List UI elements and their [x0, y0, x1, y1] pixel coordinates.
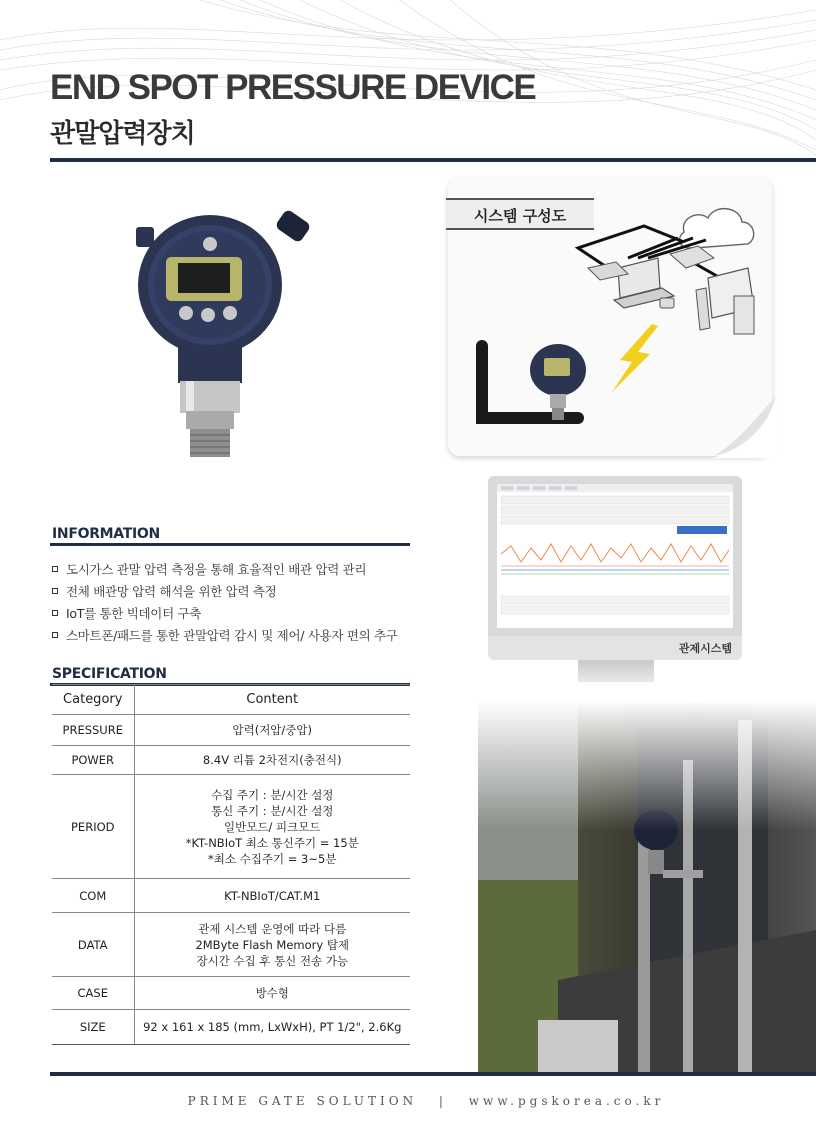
- monitor-caption: 관제시스템: [678, 642, 732, 655]
- spec-category: COM: [52, 879, 134, 913]
- system-diagram-title: 시스템 구성도: [473, 207, 567, 225]
- information-heading: INFORMATION: [52, 526, 160, 542]
- cloud-icon: [680, 209, 754, 248]
- footer: [0, 1094, 816, 1108]
- square-bullet-icon: [52, 588, 58, 594]
- spec-content: 압력(저압/중압): [134, 715, 410, 746]
- spec-category: SIZE: [52, 1010, 134, 1045]
- spec-category: PRESSURE: [52, 715, 134, 746]
- footer-website[interactable]: www.pgskorea.co.kr: [468, 1094, 665, 1108]
- spec-content: 8.4V 리튬 2차전지(충전식): [134, 746, 410, 775]
- spec-category: DATA: [52, 913, 134, 977]
- column-header-content: Content: [134, 685, 410, 715]
- spec-content: 관제 시스템 운영에 따라 다름 2MByte Flash Memory 탑제 장시간 수집 후 통신 전송 가능: [134, 913, 410, 977]
- footer-divider: [50, 1072, 816, 1076]
- page-title-korean: 관말압력장치: [50, 119, 195, 149]
- information-divider: [50, 543, 410, 546]
- list-item: 전체 배관망 압력 해석을 위한 압력 측정: [52, 580, 398, 602]
- list-item: 도시가스 관말 압력 측정을 통해 효율적인 배관 압력 관리: [52, 558, 398, 580]
- system-diagram-title-box: [446, 198, 594, 230]
- monitor-stand: [578, 660, 654, 682]
- table-row: [52, 746, 410, 775]
- footer-separator: |: [438, 1094, 447, 1108]
- footer-company: PRIME GATE SOLUTION: [187, 1094, 418, 1108]
- header-divider: [50, 158, 816, 162]
- square-bullet-icon: [52, 610, 58, 616]
- information-list: [52, 558, 398, 646]
- table-row: [52, 913, 410, 977]
- installation-photo: [478, 700, 816, 1072]
- device-photo: [128, 205, 328, 480]
- table-row: [52, 715, 410, 746]
- table-row: [52, 1010, 410, 1045]
- page-title-english: END SPOT PRESSURE DEVICE: [50, 68, 536, 107]
- monitor-screen: [497, 484, 733, 628]
- spec-content: KT-NBIoT/CAT.M1: [134, 879, 410, 913]
- table-row: [52, 775, 410, 879]
- spec-content: 수집 주기 : 분/시간 설정 통신 주기 : 분/시간 설정 일반모드/ 피크모드 *KT-NBIoT 최소 통신주기 = 15분 *최소 수집주기 = 3~5분: [134, 775, 410, 879]
- specification-table: [52, 684, 410, 1045]
- lightning-bolt: [612, 324, 658, 392]
- spec-category: POWER: [52, 746, 134, 775]
- list-item: 스마트폰/패드를 통한 관말압력 감시 및 제어/ 사용자 편의 추구: [52, 624, 398, 646]
- table-row: [52, 977, 410, 1010]
- page-curl: [712, 392, 776, 458]
- spec-category: PERIOD: [52, 775, 134, 879]
- monitoring-chart: [497, 484, 733, 628]
- square-bullet-icon: [52, 632, 58, 638]
- spec-category: CASE: [52, 977, 134, 1010]
- list-item: IoT를 통한 빅데이터 구축: [52, 602, 398, 624]
- table-row: [52, 879, 410, 913]
- column-header-category: Category: [52, 685, 134, 715]
- spec-content: 방수형: [134, 977, 410, 1010]
- square-bullet-icon: [52, 566, 58, 572]
- spec-content: 92 x 161 x 185 (mm, LxWxH), PT 1/2", 2.6Kg: [134, 1010, 410, 1045]
- specification-heading: SPECIFICATION: [52, 666, 167, 682]
- table-header-row: [52, 685, 410, 715]
